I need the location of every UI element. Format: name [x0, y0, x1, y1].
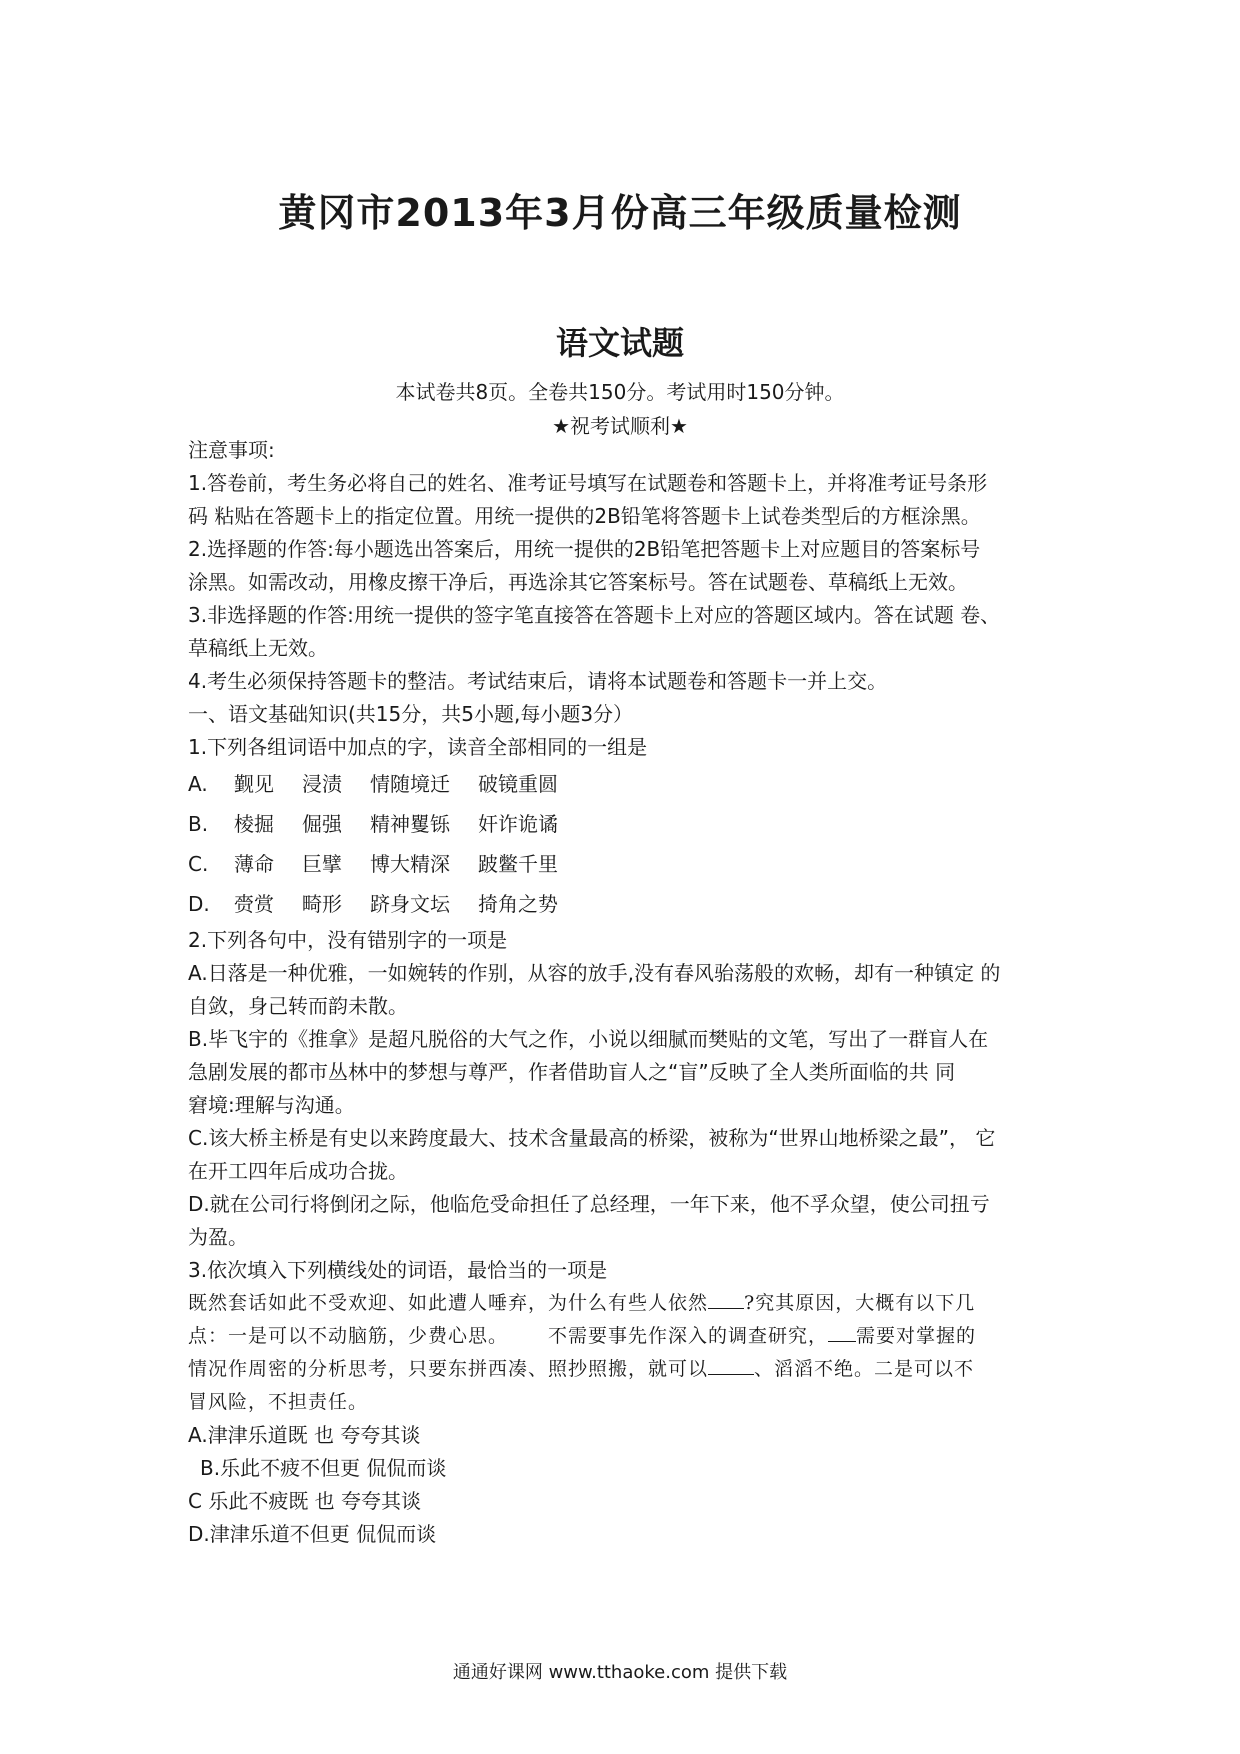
question-2-line: C.该大桥主桥是有史以来跨度最大、技术含量最高的桥梁，被称为“世界山地桥梁之最”， 它 — [188, 1126, 996, 1150]
passage-text: ?究其原因，大概有以下几 — [744, 1292, 976, 1314]
option-word: 掎角之势 — [478, 891, 558, 916]
page-footer: 通通好课网 www.tthaoke.com 提供下载 — [452, 1662, 788, 1683]
passage-text: 、滔滔不绝。二是可以不 — [754, 1358, 975, 1380]
option-word: 畸形 — [302, 891, 342, 916]
passage-text: 需要对掌握的 — [856, 1325, 977, 1347]
option-letter: B. — [188, 811, 209, 836]
question-3-option: C 乐此不疲既 也 夸夸其谈 — [188, 1489, 422, 1513]
fill-blank-3 — [708, 1356, 754, 1375]
note-line: 2.选择题的作答:每小题选出答案后，用统一提供的2B铅笔把答题卡上对应题目的答案标号 — [188, 537, 981, 561]
exam-title: 黄冈市2013年3月份高三年级质量检测 — [278, 191, 962, 235]
option-word: 巨擘 — [302, 851, 342, 876]
option-word: 跛鳖千里 — [478, 851, 558, 876]
question-2-line: 在开工四年后成功合拢。 — [188, 1159, 408, 1183]
question-3-stem: 3.依次填入下列横线处的词语，最恰当的一项是 — [188, 1258, 608, 1282]
notes-heading: 注意事项: — [188, 438, 275, 462]
option-word: 情随境迁 — [370, 771, 450, 796]
question-3-passage-line — [188, 1353, 1060, 1386]
option-word: 浸渍 — [302, 771, 342, 796]
question-2-line: 自敛，身己转而韵未散。 — [188, 994, 408, 1018]
question-1-stem: 1.下列各组词语中加点的字，读音全部相同的一组是 — [188, 735, 648, 759]
fill-blank-2 — [828, 1323, 856, 1342]
option-letter: C. — [188, 851, 209, 876]
note-line: 草稿纸上无效。 — [188, 636, 328, 660]
option-word: 奸诈诡谲 — [478, 811, 558, 836]
option-word: 破镜重圆 — [478, 771, 558, 796]
option-c — [188, 844, 1060, 884]
option-word: 棱掘 — [234, 811, 274, 836]
exam-wish: ★祝考试顺利★ — [552, 414, 688, 438]
option-b — [188, 804, 1060, 844]
question-2-line: A.日落是一种优雅，一如婉转的作别，从容的放手,没有春风骀荡般的欢畅，却有一种镇定 的 — [188, 961, 1001, 985]
option-letter: A. — [188, 771, 208, 796]
question-3-passage-line: 冒风险，不担责任。 — [188, 1391, 369, 1413]
question-2-line: 急剧发展的都市丛林中的梦想与尊严，作者借助盲人之“盲”反映了全人类所面临的共 同 — [188, 1060, 956, 1084]
question-2-stem: 2.下列各句中，没有错别字的一项是 — [188, 928, 508, 952]
exam-content — [188, 434, 1060, 1551]
note-line: 涂黑。如需改动，用橡皮擦干净后，再选涂其它答案标号。答在试题卷、草稿纸上无效。 — [188, 570, 968, 594]
note-line: 码 粘贴在答题卡上的指定位置。用统一提供的2B铅笔将答题卡上试卷类型后的方框涂黑。 — [188, 504, 981, 528]
section-heading: 一、语文基础知识(共15分，共5小题,每小题3分） — [188, 702, 634, 726]
question-2-line: 窘境:理解与沟通。 — [188, 1093, 355, 1117]
passage-text: 既然套话如此不受欢迎、如此遭人唾弃，为什么有些人依然 — [188, 1292, 709, 1314]
passage-text: 不需要事先作深入的调查研究， — [548, 1325, 829, 1347]
option-letter: D. — [188, 891, 210, 916]
note-line: 1.答卷前，考生务必将自己的姓名、准考证号填写在试题卷和答题卡上，并将准考证号条形 — [188, 471, 988, 495]
option-word: 觐见 — [234, 771, 274, 796]
option-word: 博大精深 — [370, 851, 450, 876]
option-word: 薄命 — [234, 851, 274, 876]
note-line: 3.非选择题的作答:用统一提供的签字笔直接答在答题卡上对应的答题区域内。答在试题 卷、 — [188, 603, 1001, 627]
option-word: 跻身文坛 — [370, 891, 450, 916]
option-d — [188, 884, 1060, 924]
question-3-option: D.津津乐道不但更 侃侃而谈 — [188, 1522, 437, 1546]
question-3-passage-line — [188, 1287, 1060, 1320]
question-3-option: B.乐此不疲不但更 侃侃而谈 — [200, 1456, 447, 1480]
exam-subtitle: 语文试题 — [555, 324, 684, 362]
option-word: 精神矍铄 — [370, 811, 450, 836]
passage-text: 情况作周密的分析思考，只要东拼西凑、照抄照搬，就可以 — [188, 1358, 709, 1380]
fill-blank-1 — [708, 1290, 744, 1309]
question-3-passage-line — [188, 1320, 1060, 1353]
exam-info: 本试卷共8页。全卷共150分。考试用时150分钟。 — [395, 380, 845, 404]
question-3-option: A.津津乐道既 也 夸夸其谈 — [188, 1423, 421, 1447]
question-2-line: B.毕飞宇的《推拿》是超凡脱俗的大气之作，小说以细腻而樊贴的文笔，写出了一群盲人在 — [188, 1027, 989, 1051]
option-a — [188, 764, 1060, 804]
question-1-options — [188, 764, 1060, 924]
option-word: 倔强 — [302, 811, 342, 836]
question-2-line: 为盈。 — [188, 1225, 248, 1249]
note-line: 4.考生必须保持答题卡的整洁。考试结束后，请将本试题卷和答题卡一并上交。 — [188, 669, 888, 693]
passage-text: 点：一是可以不动脑筋，少费心思。 — [188, 1325, 509, 1347]
option-word: 赍赏 — [234, 891, 274, 916]
question-2-line: D.就在公司行将倒闭之际，他临危受命担任了总经理，一年下来，他不孚众望，使公司扭亏 — [188, 1192, 990, 1216]
